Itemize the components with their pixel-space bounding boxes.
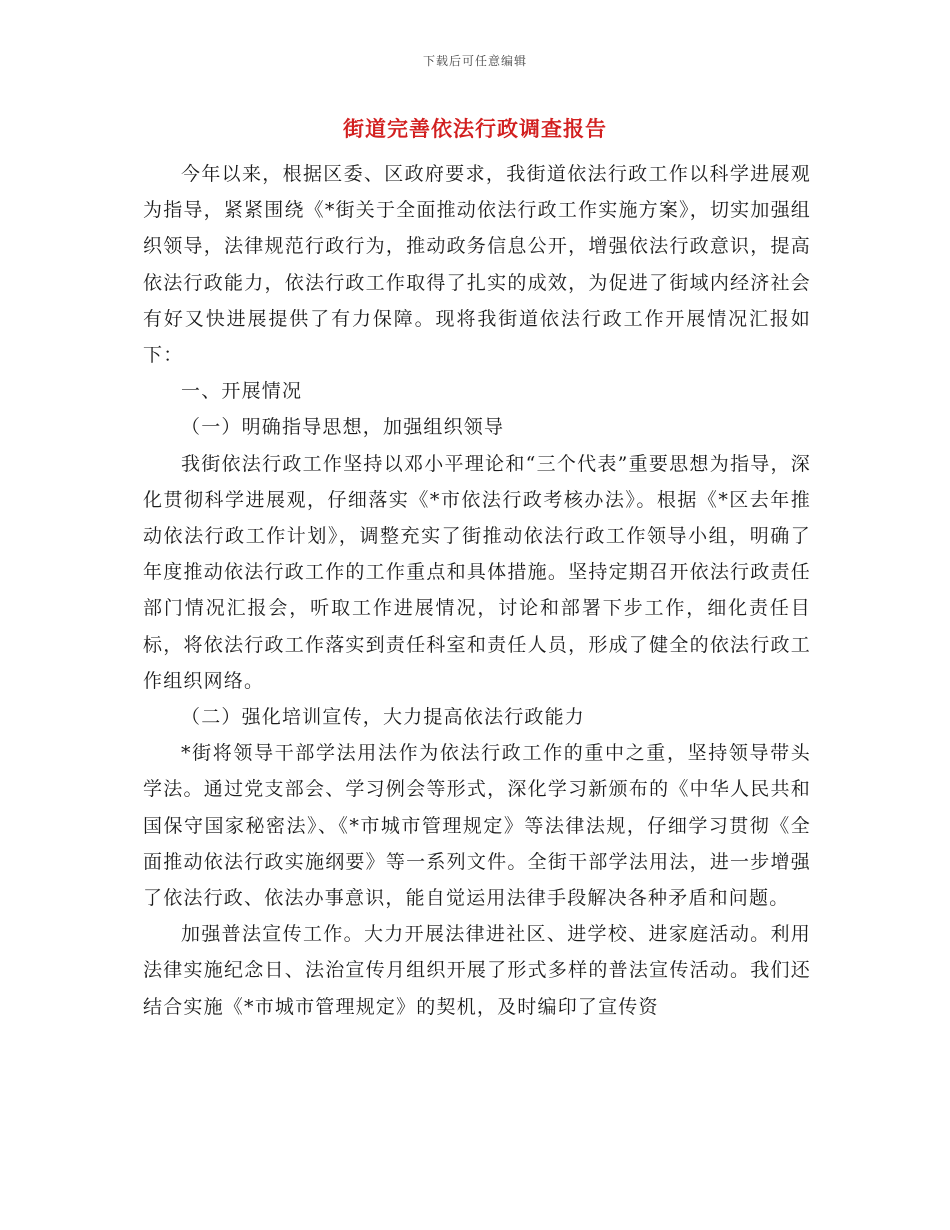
paragraph: *街将领导干部学法用法作为依法行政工作的重中之重，坚持领导带头学法。通过党支部会、学习例会等形式，深化学习新颁布的《中华人民共和国保守国家秘密法》、《*市城市管理规定》等法律法规，仔细学习贯彻《全面推动依法行政实施纲要》等一系列文件。全街干部学法用法，进一步增强了依法行政、依法办事意识，能自觉运用法律手段解决各种矛盾和问题。 — [143, 742, 811, 910]
paragraph-intro: 今年以来，根据区委、区政府要求，我街道依法行政工作以科学进展观为指导，紧紧围绕《*街关于全面推动依法行政工作实施方案》，切实加强组织领导，法律规范行政行为，推动政务信息公开，增强依法行政意识，提高依法行政能力，依法行政工作取得了扎实的成效，为促进了街域内经济社会有好又快进展提供了有力保障。现将我街道依法行政工作开展情况汇报如下： — [143, 163, 811, 367]
page-header-note: 下载后可任意编辑 — [422, 54, 527, 68]
subsection-heading: （一）明确指导思想，加强组织领导 — [181, 416, 505, 439]
subsection-heading: （二）强化培训宣传，大力提高依法行政能力 — [181, 706, 586, 729]
paragraph: 我街依法行政工作坚持以邓小平理论和“三个代表”重要思想为指导，深化贯彻科学进展观，仔细落实《*市依法行政考核办法》。根据《*区去年推动依法行政工作计划》，调整充实了街推动依法行政工作领导小组，明确了年度推动依法行政工作的工作重点和具体措施。坚持定期召开依法行政责任部门情况汇报会，听取工作进展情况，讨论和部署下步工作，细化责任目标，将依法行政工作落实到责任科室和责任人员，形成了健全的依法行政工作组织网络。 — [143, 452, 811, 692]
document-title: 街道完善依法行政调查报告 — [343, 116, 607, 141]
document-body — [143, 156, 811, 1025]
section-heading: 一、开展情况 — [181, 380, 303, 403]
paragraph: 加强普法宣传工作。大力开展法律进社区、进学校、进家庭活动。利用法律实施纪念日、法治宣传月组织开展了形式多样的普法宣传活动。我们还结合实施《*市城市管理规定》的契机，及时编印了宣传资 — [143, 923, 811, 1018]
